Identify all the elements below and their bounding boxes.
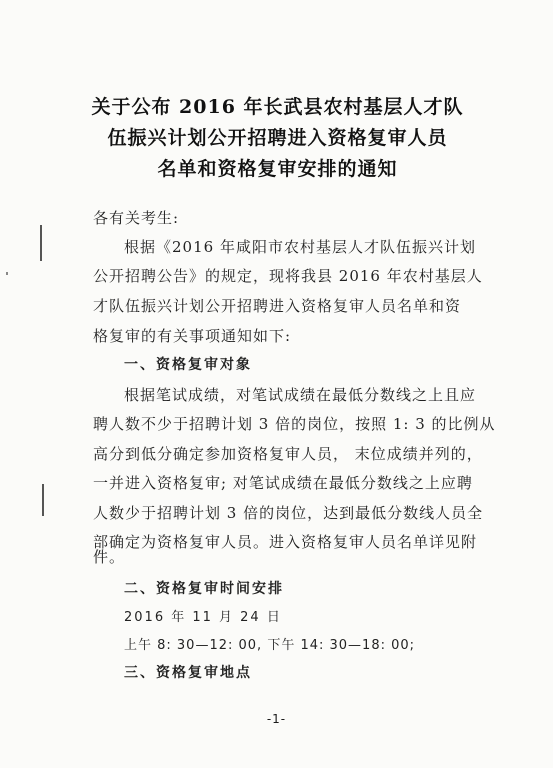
- scan-speck: [6, 272, 8, 275]
- section-heading: 二、资格复审时间安排: [124, 581, 284, 597]
- paragraph-line: 一并进入资格复审; 对笔试成绩在最低分数线之上应聘: [93, 474, 473, 492]
- paragraph-line: 才队伍振兴计划公开招聘进入资格复审人员名单和资: [93, 297, 462, 315]
- title-line: 关于公布 2016 年长武县农村基层人才队: [91, 96, 464, 118]
- title-line: 名单和资格复审安排的通知: [157, 158, 398, 180]
- binding-mark: [40, 225, 42, 261]
- binding-mark: [42, 484, 44, 516]
- paragraph-line: 公开招聘公告》的规定，现将我县 2016 年农村基层人: [93, 267, 483, 285]
- paragraph-line: 格复审的有关事项通知如下:: [93, 327, 292, 345]
- paragraph-line: 高分到低分确定参加资格复审人员， 末位成绩并列的，: [93, 445, 483, 463]
- section-heading: 三、资格复审地点: [124, 665, 252, 681]
- title-line: 伍振兴计划公开招聘进入资格复审人员: [107, 127, 448, 149]
- review-time: 上午 8: 30—12: 00, 下午 14: 30—18: 00;: [124, 638, 416, 653]
- section-heading: 一、资格复审对象: [124, 357, 252, 373]
- paragraph-line: 部确定为资格复审人员。进入资格复审人员名单详见附: [93, 533, 478, 551]
- paragraph-line: 根据笔试成绩，对笔试成绩在最低分数线之上且应: [124, 386, 477, 404]
- paragraph-line: 人数少于招聘计划 3 倍的岗位，达到最低分数线人员全: [93, 504, 484, 522]
- review-date: 2016 年 11 月 24 日: [124, 610, 282, 625]
- document-title: [60, 92, 495, 185]
- salutation: 各有关考生:: [93, 209, 180, 227]
- paragraph-line: 根据《2016 年咸阳市农村基层人才队伍振兴计划: [124, 238, 476, 256]
- paragraph-line: 聘人数不少于招聘计划 3 倍的岗位，按照 1: 3 的比例从: [93, 415, 496, 433]
- page-number: -1-: [266, 712, 287, 726]
- paragraph-line: 件。: [93, 548, 126, 566]
